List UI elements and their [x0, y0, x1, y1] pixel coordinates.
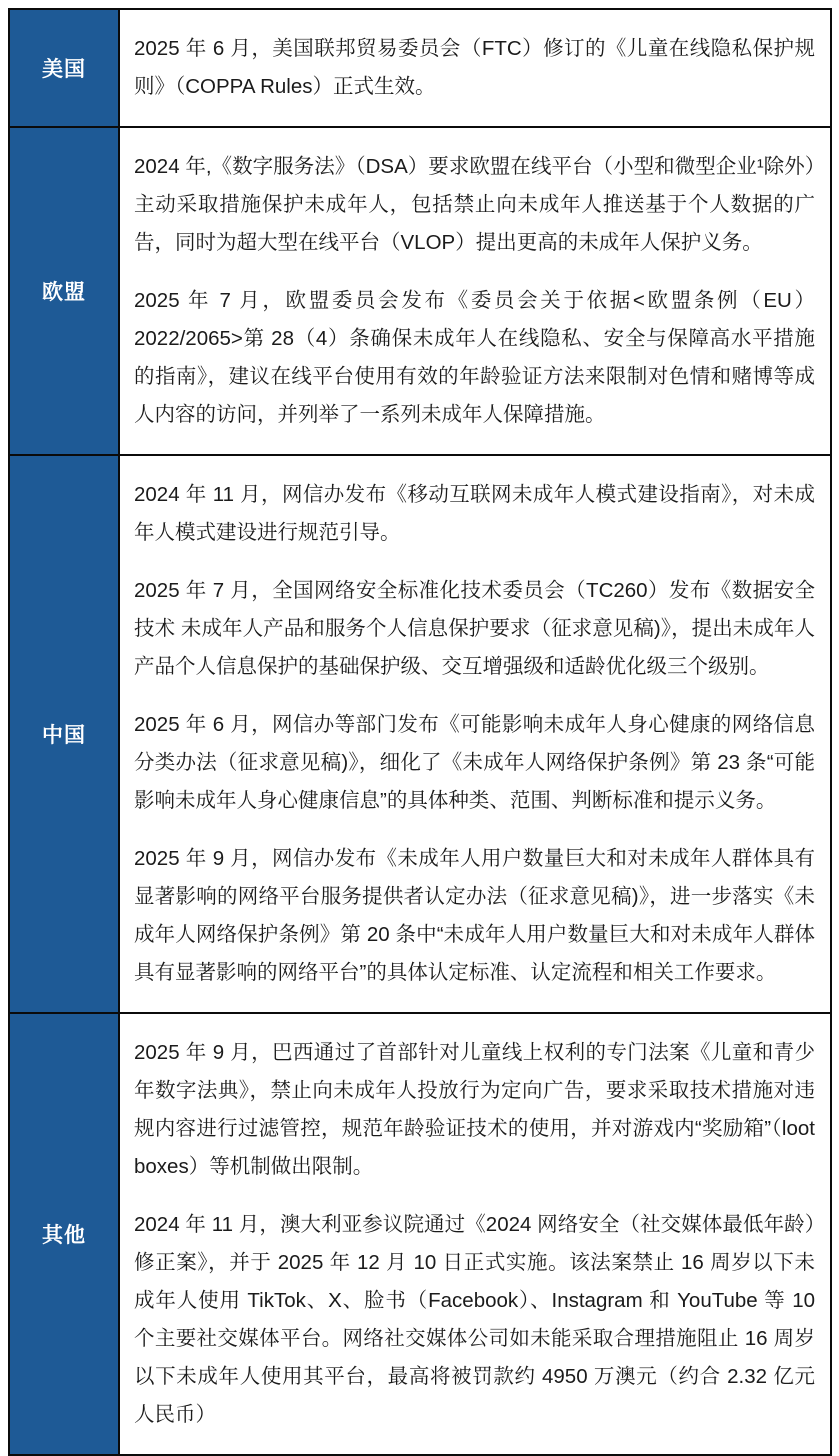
paragraph: 2025 年 7 月，欧盟委员会发布《委员会关于依据<欧盟条例（EU）2022/2065>第 28（4）条确保未成年人在线隐私、安全与保障高水平措施的指南》，建议在线平台使用有效的年龄验证方法来限制对色情和赌博等成人内容的访问，并列举了一系列未成年人保障措施。 — [134, 289, 815, 426]
table-row-other — [9, 1013, 831, 1455]
region-cell-cn — [9, 455, 119, 1013]
regulation-table — [8, 8, 832, 1456]
table-row-us — [9, 9, 831, 127]
paragraph: 2025 年 6 月，网信办等部门发布《可能影响未成年人身心健康的网络信息分类办法（征求意见稿)》，细化了《未成年人网络保护条例》第 23 条“可能影响未成年人身心健康信息”的具体种类、范围、判断标准和提示义务。 — [134, 713, 815, 812]
table-row-cn — [9, 455, 831, 1013]
region-cell-other — [9, 1013, 119, 1455]
region-label-other: 其他 — [42, 1224, 86, 1247]
region-label-us: 美国 — [42, 58, 86, 81]
content-cell-eu — [119, 127, 831, 455]
paragraph: 2025 年 9 月，网信办发布《未成年人用户数量巨大和对未成年人群体具有显著影响的网络平台服务提供者认定办法（征求意见稿)》，进一步落实《未成年人网络保护条例》第 20 条中“未成年人用户数量巨大和对未成年人群体具有显著影响的网络平台”的具体认定标准、认定流程和相关工作要求。 — [134, 847, 815, 984]
content-cell-us — [119, 9, 831, 127]
region-label-eu: 欧盟 — [42, 281, 86, 304]
paragraph: 2024 年 11 月，网信办发布《移动互联网未成年人模式建设指南》，对未成年人模式建设进行规范引导。 — [134, 483, 815, 544]
region-cell-eu — [9, 127, 119, 455]
content-cell-cn — [119, 455, 831, 1013]
content-cell-other — [119, 1013, 831, 1455]
region-cell-us — [9, 9, 119, 127]
paragraph: 2025 年 9 月，巴西通过了首部针对儿童线上权利的专门法案《儿童和青少年数字法典》，禁止向未成年人投放行为定向广告，要求采取技术措施对违规内容进行过滤管控，规范年龄验证技术的使用，并对游戏内“奖励箱”（loot boxes）等机制做出限制。 — [134, 1041, 815, 1178]
table-row-eu — [9, 127, 831, 455]
paragraph: 2024 年 11 月，澳大利亚参议院通过《2024 网络安全（社交媒体最低年龄）修正案》，并于 2025 年 12 月 10 日正式实施。该法案禁止 16 周岁以下未成年人使用 TikTok、X、脸书（Facebook）、Instagram 和 YouTube 等 10 个主要社交媒体平台。网络社交媒体公司如未能采取合理措施阻止 16 周岁以下未成年人使用其平台，最高将被罚款约 4950 万澳元（约合 2.32 亿元人民币） — [134, 1213, 815, 1426]
paragraph: 2024 年,《数字服务法》（DSA）要求欧盟在线平台（小型和微型企业¹除外）主动采取措施保护未成年人，包括禁止向未成年人推送基于个人数据的广告，同时为超大型在线平台（VLOP）提出更高的未成年人保护义务。 — [134, 155, 815, 254]
paragraph: 2025 年 7 月，全国网络安全标准化技术委员会（TC260）发布《数据安全技术 未成年人产品和服务个人信息保护要求（征求意见稿)》，提出未成年人产品个人信息保护的基础保护级、交互增强级和适龄优化级三个级别。 — [134, 579, 815, 678]
region-label-cn: 中国 — [42, 724, 86, 747]
paragraph: 2025 年 6 月，美国联邦贸易委员会（FTC）修订的《儿童在线隐私保护规则》（COPPA Rules）正式生效。 — [134, 37, 815, 98]
